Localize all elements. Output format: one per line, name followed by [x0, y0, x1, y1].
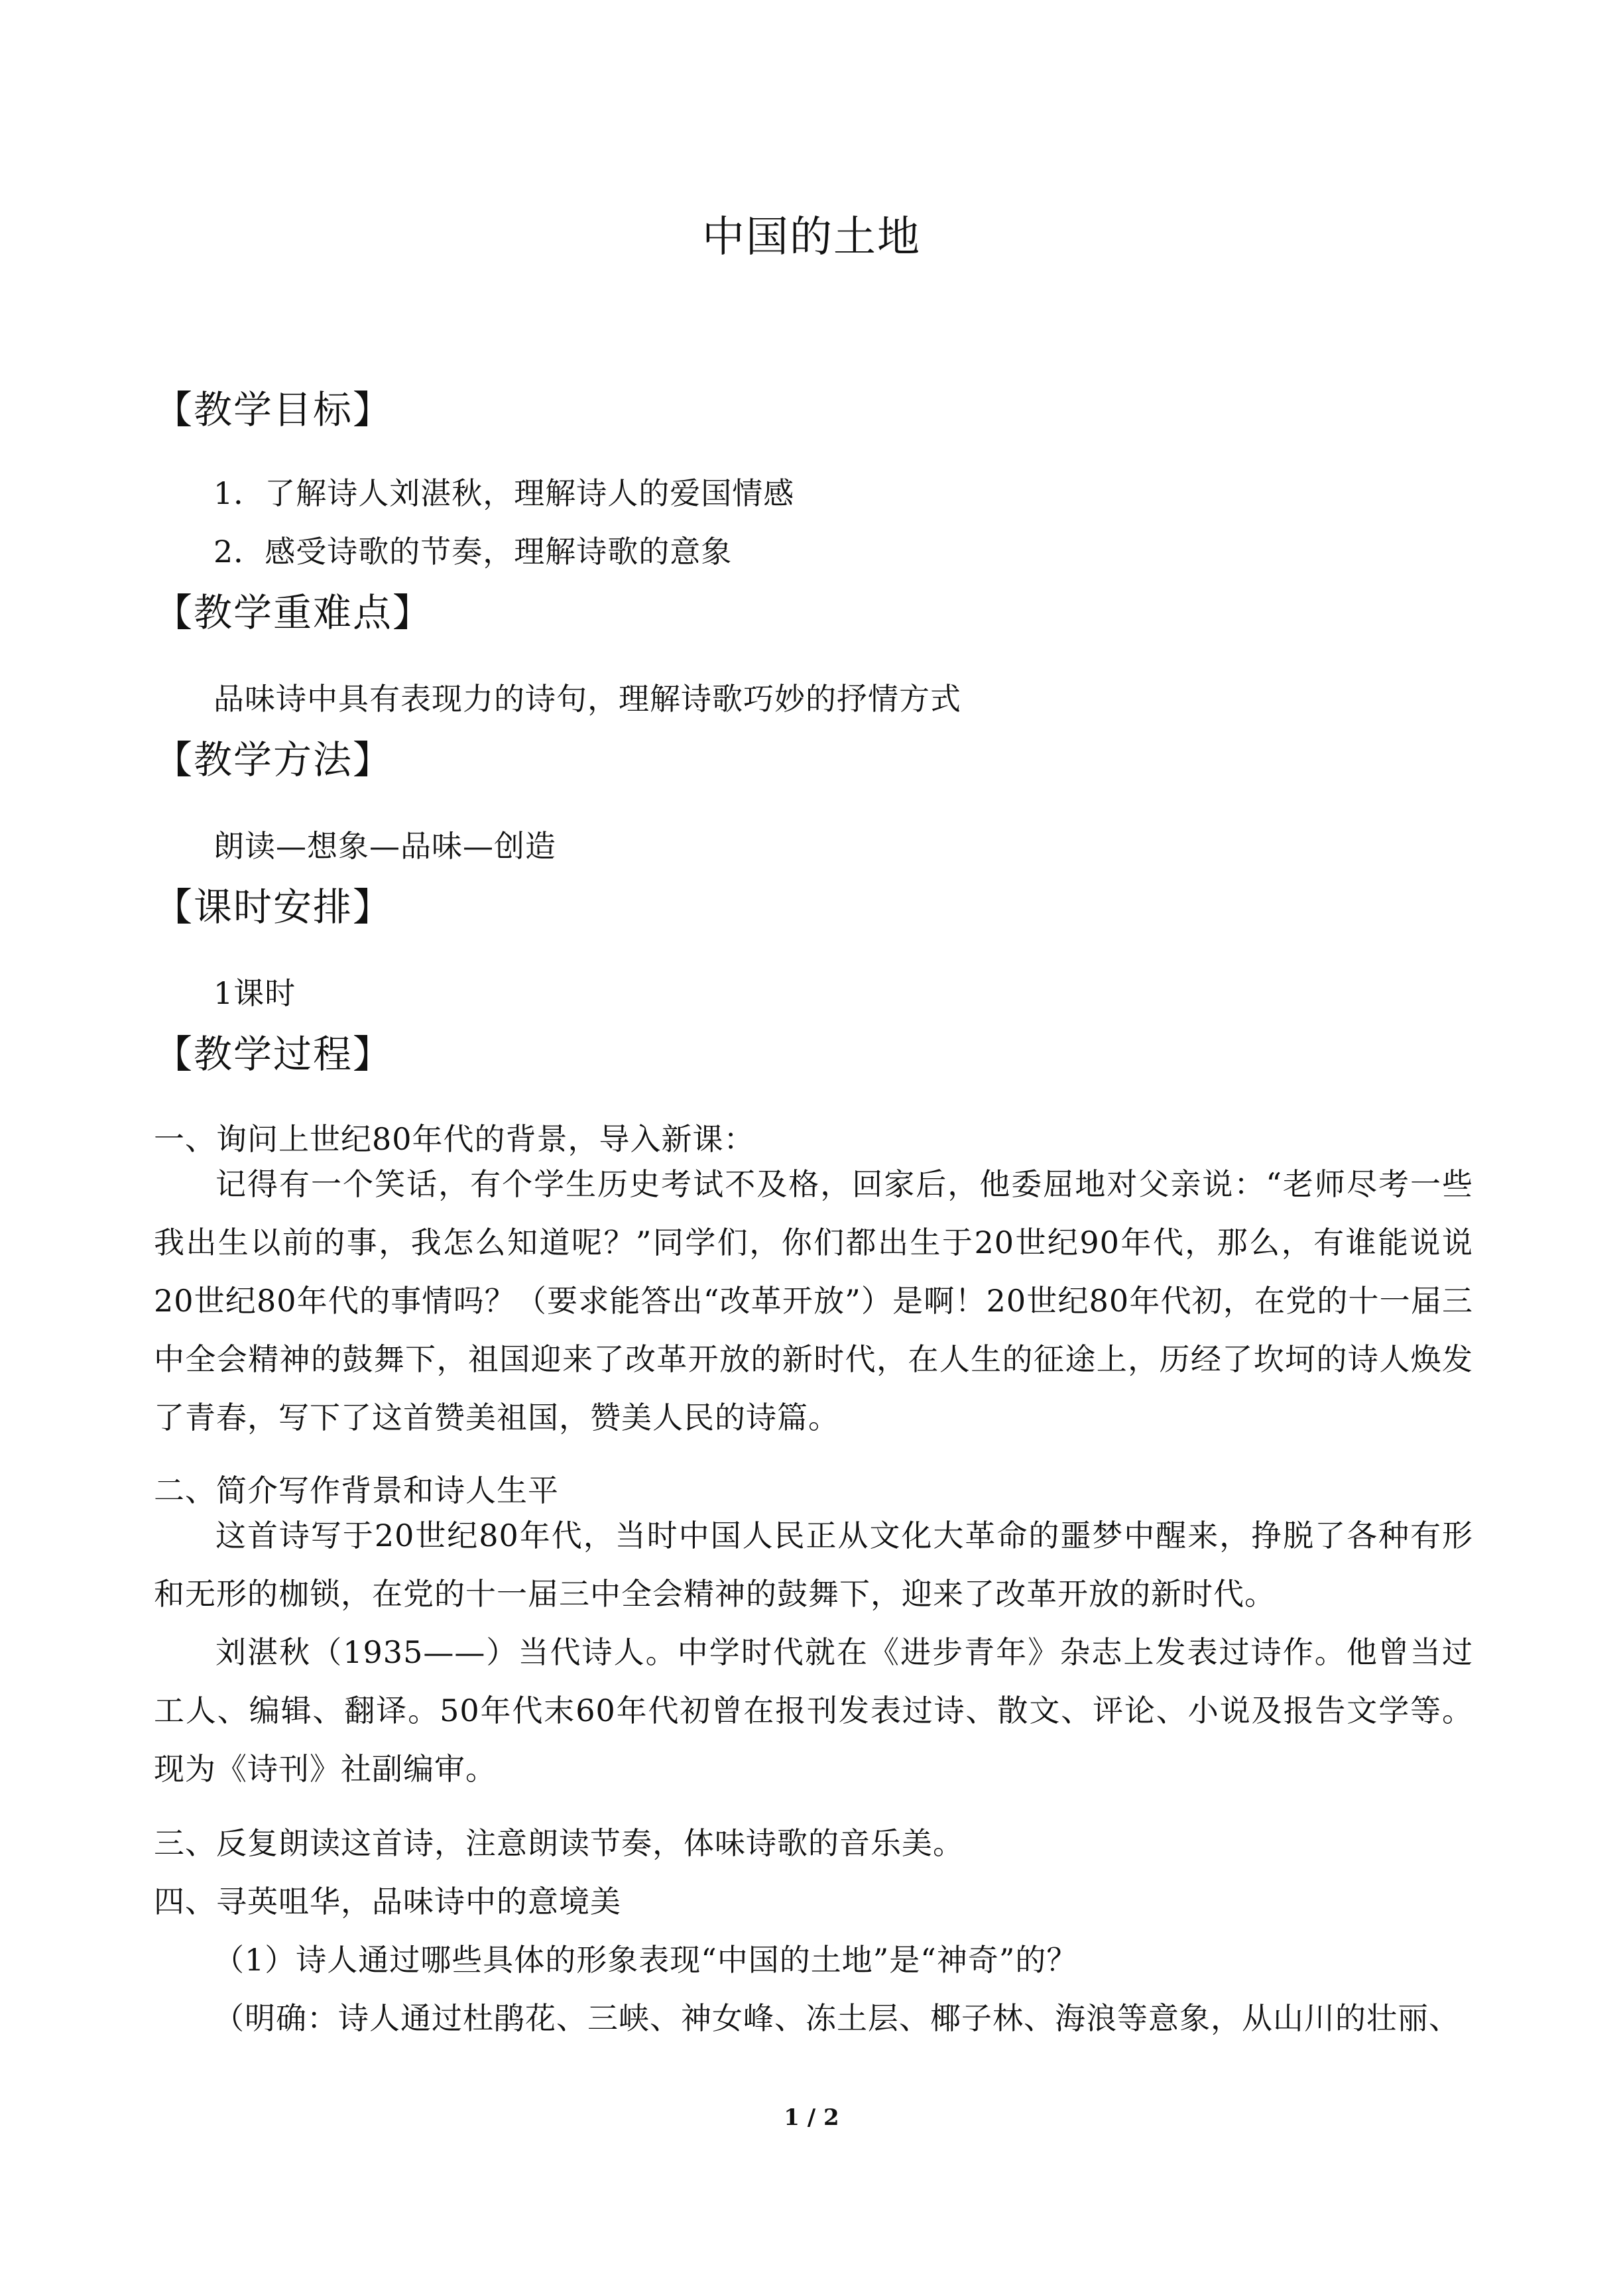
document-title: 中国的土地	[702, 213, 921, 262]
process-step-2-title: 二、简介写作背景和诗人生平	[154, 1473, 559, 1508]
process-step-1-text	[154, 1155, 1473, 1447]
objective-item-2: 2．感受诗歌的节奏，理解诗歌的意象	[213, 534, 733, 570]
process-step-2-text-1	[154, 1506, 1473, 1623]
schedule-text: 1课时	[213, 975, 296, 1011]
process-step-1-title: 一、询问上世纪80年代的背景，导入新课：	[154, 1121, 755, 1157]
heading-method: 【教学方法】	[154, 737, 393, 782]
process-step-2-body-1: 这首诗写于20世纪80年代，当时中国人民正从文化大革命的噩梦中醒来，挣脱了各种有形和无形的枷锁，在党的十一届三中全会精神的鼓舞下，迎来了改革开放的新时代。	[154, 1518, 1473, 1612]
page-number: 1 / 2	[784, 2104, 839, 2131]
question-1: （1）诗人通过哪些具体的形象表现“中国的土地”是“神奇”的？	[213, 1942, 1078, 1978]
heading-process: 【教学过程】	[154, 1032, 393, 1077]
heading-objectives: 【教学目标】	[154, 387, 393, 432]
process-step-2-body-2: 刘湛秋（1935——）当代诗人。中学时代就在《进步青年》杂志上发表过诗作。他曾当过工人、编辑、翻译。50年代末60年代初曾在报刊发表过诗、散文、评论、小说及报告文学等。现为《诗刊》社副编审。	[154, 1634, 1473, 1787]
process-step-3-title: 三、反复朗读这首诗，注意朗读节奏，体味诗歌的音乐美。	[154, 1825, 964, 1861]
method-text: 朗读—想象—品味—创造	[213, 828, 556, 864]
process-step-4-title: 四、寻英咀华，品味诗中的意境美	[154, 1884, 621, 1919]
heading-key-points: 【教学重难点】	[154, 590, 433, 635]
heading-schedule: 【课时安排】	[154, 884, 393, 930]
objective-item-1: 1．了解诗人刘湛秋，理解诗人的爱国情感	[213, 475, 795, 511]
process-step-1-body: 记得有一个笑话，有个学生历史考试不及格，回家后，他委屈地对父亲说：“老师尽考一些我出生以前的事，我怎么知道呢？”同学们，你们都出生于20世纪90年代，那么，有谁能说说20世纪80年代的事情吗？（要求能答出“改革开放”）是啊！20世纪80年代初，在党的十一届三中全会精神的鼓舞下，祖国迎来了改革开放的新时代，在人生的征途上，历经了坎坷的诗人焕发了青春，写下了这首赞美祖国，赞美人民的诗篇。	[154, 1166, 1473, 1435]
process-step-2-text-2	[154, 1623, 1473, 1798]
key-points-text: 品味诗中具有表现力的诗句，理解诗歌巧妙的抒情方式	[213, 681, 961, 717]
answer-1: （明确：诗人通过杜鹃花、三峡、神女峰、冻土层、椰子林、海浪等意象，从山川的壮丽、	[213, 2000, 1460, 2036]
